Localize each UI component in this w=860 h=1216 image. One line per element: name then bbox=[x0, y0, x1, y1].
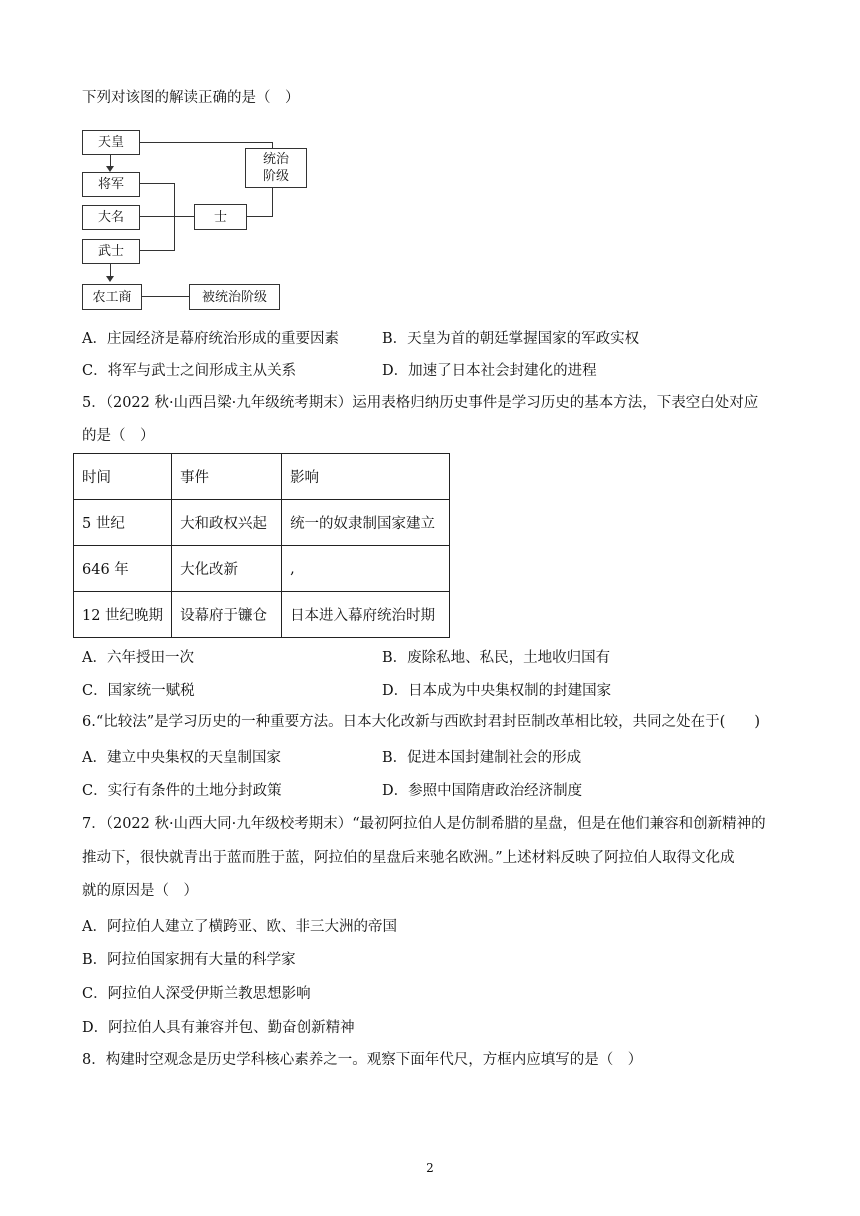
table-cell: 12 世纪晚期 bbox=[74, 592, 172, 638]
q8-stem: 8．构建时空观念是历史学科核心素养之一。观察下面年代尺，方框内应填写的是（ ） bbox=[82, 1052, 643, 1068]
node-daimyo: 大名 bbox=[82, 205, 140, 230]
connector-bracket-vertical bbox=[174, 183, 175, 251]
q6-option-c[interactable]: C．实行有条件的土地分封政策 bbox=[82, 783, 282, 799]
q5-history-table bbox=[73, 453, 450, 638]
q7-stem-line1: 7．（2022 秋·山西大同·九年级校考期末）“最初阿拉伯人是仿制希腊的星盘，但是在他们兼容和创新精神的 bbox=[82, 816, 766, 832]
table-cell: 大化改新 bbox=[172, 546, 282, 592]
q7-option-b[interactable]: B．阿拉伯国家拥有大量的科学家 bbox=[82, 952, 296, 968]
q6-stem: 6.“比较法”是学习历史的一种重要方法。日本大化改新与西欧封君封臣制改革相比较，共同之处在于( ) bbox=[82, 714, 760, 730]
q5-option-b[interactable]: B．废除私地、私民，土地收归国有 bbox=[382, 650, 611, 666]
q6-option-d[interactable]: D．参照中国隋唐政治经济制度 bbox=[382, 783, 583, 799]
q7-stem-line3: 就的原因是（ ） bbox=[82, 883, 198, 899]
connector-shi-ruling bbox=[245, 216, 273, 217]
q4-stem: 下列对该图的解读正确的是（ ） bbox=[82, 90, 300, 106]
ruling-class-line1: 统治 bbox=[262, 152, 289, 167]
q4-option-d[interactable]: D．加速了日本社会封建化的进程 bbox=[382, 363, 597, 379]
connector-ruling-vertical bbox=[272, 186, 273, 217]
table-cell: 大和政权兴起 bbox=[172, 500, 282, 546]
node-emperor: 天皇 bbox=[82, 130, 140, 155]
q7-option-a[interactable]: A．阿拉伯人建立了横跨亚、欧、非三大洲的帝国 bbox=[82, 919, 397, 935]
q5-option-c[interactable]: C．国家统一赋税 bbox=[82, 683, 195, 699]
arrow-down-icon bbox=[106, 276, 114, 282]
q6-option-a[interactable]: A．建立中央集权的天皇制国家 bbox=[82, 750, 281, 766]
connector-shogun-bracket bbox=[138, 183, 174, 184]
connector-emperor-ruling bbox=[138, 142, 272, 143]
q7-stem-line2: 推动下，很快就青出于蓝而胜于蓝，阿拉伯的星盘后来驰名欧洲。”上述材料反映了阿拉伯人取得文化成 bbox=[82, 850, 735, 866]
table-cell: 5 世纪 bbox=[74, 500, 172, 546]
q4-option-c[interactable]: C．将军与武士之间形成主从关系 bbox=[82, 363, 297, 379]
q6-option-b[interactable]: B．促进本国封建制社会的形成 bbox=[382, 750, 582, 766]
table-cell-blank: , bbox=[282, 546, 450, 592]
connector-commoners-ruled bbox=[140, 296, 189, 297]
q5-option-a[interactable]: A．六年授田一次 bbox=[82, 650, 194, 666]
table-cell: 646 年 bbox=[74, 546, 172, 592]
table-header-cell: 事件 bbox=[172, 454, 282, 500]
q5-stem-line2: 的是（ ） bbox=[82, 428, 155, 444]
node-ruling-class bbox=[245, 148, 307, 188]
table-cell: 日本进入幕府统治时期 bbox=[282, 592, 450, 638]
table-row bbox=[74, 592, 450, 638]
page-number: 2 bbox=[426, 1161, 434, 1175]
node-shogun: 将军 bbox=[82, 172, 140, 197]
table-cell: 统一的奴隶制国家建立 bbox=[282, 500, 450, 546]
table-header-cell: 影响 bbox=[282, 454, 450, 500]
table-row bbox=[74, 500, 450, 546]
node-commoners: 农工商 bbox=[82, 284, 142, 310]
q4-option-a[interactable]: A．庄园经济是幕府统治形成的重要因素 bbox=[82, 331, 339, 347]
q5-stem-line1: 5．（2022 秋·山西吕梁·九年级统考期末）运用表格归纳历史事件是学习历史的基本方法，下表空白处对应 bbox=[82, 395, 759, 411]
node-shi: 士 bbox=[194, 204, 247, 230]
table-header-cell: 时间 bbox=[74, 454, 172, 500]
q5-option-d[interactable]: D．日本成为中央集权制的封建国家 bbox=[382, 683, 612, 699]
q7-option-c[interactable]: C．阿拉伯人深受伊斯兰教思想影响 bbox=[82, 986, 311, 1002]
connector-samurai-bracket bbox=[138, 250, 174, 251]
q7-option-d[interactable]: D．阿拉伯人具有兼容并包、勤奋创新精神 bbox=[82, 1020, 355, 1036]
table-row bbox=[74, 546, 450, 592]
node-samurai: 武士 bbox=[82, 239, 140, 264]
connector-daimyo-shi bbox=[138, 216, 194, 217]
q4-option-b[interactable]: B．天皇为首的朝廷掌握国家的军政实权 bbox=[382, 331, 640, 347]
table-cell: 设幕府于镰仓 bbox=[172, 592, 282, 638]
table-header-row bbox=[74, 454, 450, 500]
node-ruled-class: 被统治阶级 bbox=[189, 284, 280, 310]
ruling-class-line2: 阶级 bbox=[262, 169, 289, 184]
